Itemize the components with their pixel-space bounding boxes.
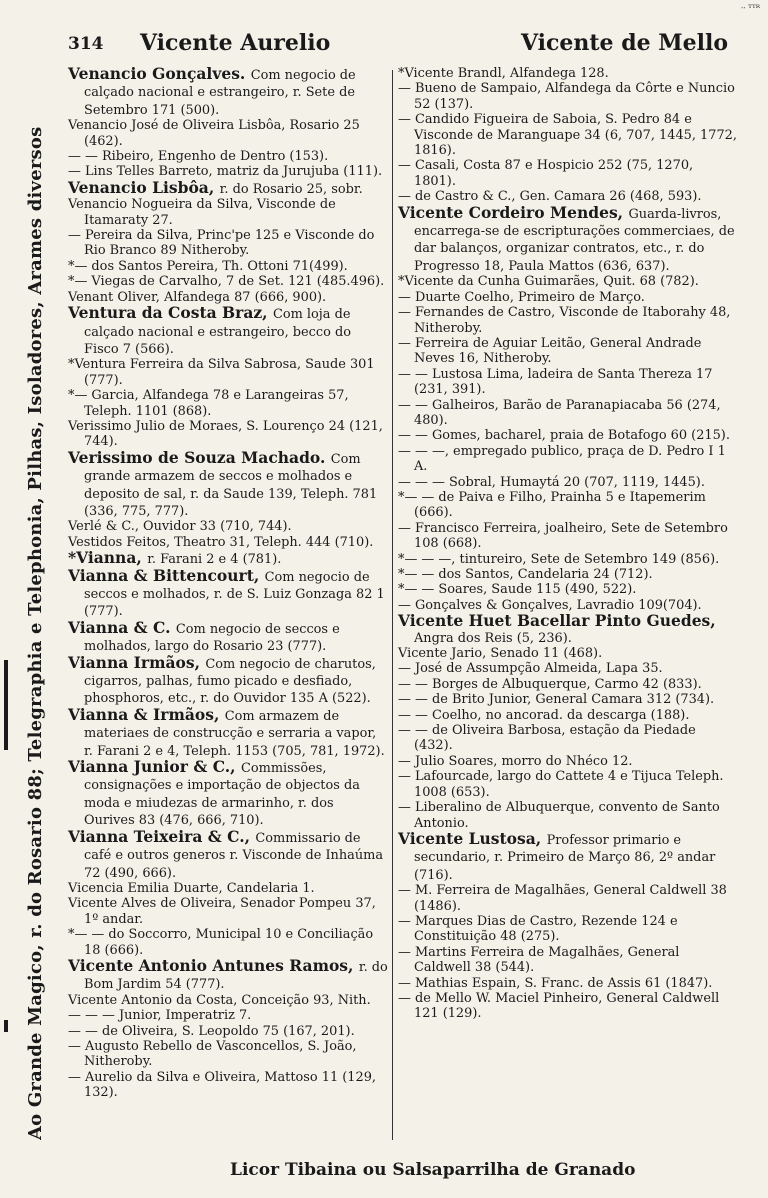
entry-text: Commissario de café e outros generos r. Visconde de Inhaúma 72 (490, 666). — [84, 830, 384, 881]
entry-text: — — Coelho, no ancorad. da descarga (188). — [398, 707, 690, 723]
directory-entry — [68, 1024, 388, 1039]
entry-text: *— — do Soccorro, Municipal 10 e Conciliação 18 (666). — [68, 927, 374, 958]
directory-entry — [398, 66, 738, 81]
entry-text: — Bueno de Sampaio, Alfandega da Côrte e Nuncio 52 (137). — [398, 81, 735, 112]
column-divider — [392, 70, 393, 1140]
entry-text: *— Viegas de Carvalho, 7 de Set. 121 (485.496). — [68, 274, 385, 290]
entry-text: — Liberalino de Albuquerque, convento de Santo Antonio. — [398, 800, 720, 831]
entry-name: Vicente Lustosa, — [398, 828, 542, 848]
entry-text: — — — Sobral, Humaytá 20 (707, 1119, 1445). — [398, 474, 705, 490]
entry-text: Com loja de calçado nacional e estrangeiro, becco do Fisco 7 (566). — [84, 307, 351, 357]
entry-name: Ventura da Costa Braz, — [68, 303, 268, 323]
entry-name: Vianna & Irmãos, — [68, 704, 220, 724]
directory-entry — [68, 149, 388, 164]
header-left-guide-word: Vicente Aurelio — [140, 30, 331, 56]
entry-text: — Ferreira de Aguiar Leitão, General Andrade Neves 16, Nitheroby. — [398, 335, 702, 367]
entry-text: *— dos Santos Pereira, Th. Ottoni 71(499). — [68, 258, 348, 274]
binding-mark-lower — [4, 1020, 8, 1032]
entry-text: — Gonçalves & Gonçalves, Lavradio 109(704). — [398, 597, 702, 613]
entry-text: — de Mello W. Maciel Pinheiro, General Caldwell 121 (129). — [398, 990, 720, 1022]
entry-text: — Aurelio da Silva e Oliveira, Mattoso 11 (129, 132). — [68, 1069, 376, 1101]
directory-entry — [398, 81, 738, 112]
entry-text: — — Gomes, bacharel, praia de Botafogo 60 (215). — [398, 428, 730, 444]
directory-entry — [398, 800, 738, 831]
directory-entry — [398, 613, 738, 646]
entry-text: — Lafourcade, largo do Cattete 4 e Tijuca Teleph. 1008 (653). — [398, 769, 724, 800]
entry-text: Com negocio de charutos, cigarros, palhas, fumo picado e desfiado, phosphoros, etc., r. do Ouvidor 135 A (522). — [84, 656, 376, 707]
entry-name: *Vianna, — [68, 548, 142, 568]
directory-entry — [68, 1039, 388, 1070]
directory-entry — [68, 704, 388, 759]
entry-text: Com negocio de calçado nacional e estrangeiro, r. Sete de Setembro 171 (500). — [84, 68, 356, 118]
entry-name: Vianna & C. — [68, 617, 171, 637]
entry-text: Angra dos Reis (5, 236). — [414, 630, 572, 646]
entry-text: — Fernandes de Castro, Visconde de Itaborahy 48, Nitheroby. — [398, 305, 731, 336]
entry-text: *— — dos Santos, Candelaria 24 (712). — [398, 567, 653, 582]
entry-text: Venancio José de Oliveira Lisbôa, Rosario 25 (462). — [68, 118, 360, 149]
entry-text: Vicente Jario, Senado 11 (468). — [398, 646, 603, 662]
directory-entry — [398, 398, 738, 429]
entry-text: — — Borges de Albuquerque, Carmo 42 (833). — [398, 676, 702, 692]
directory-entry — [68, 447, 388, 520]
entry-text: — José de Assumpção Almeida, Lapa 35. — [398, 661, 663, 677]
entry-text: — — Lustosa Lima, ladeira de Santa Thereza 17 (231, 391). — [398, 366, 713, 398]
directory-entry — [68, 66, 388, 118]
entry-text: — Casali, Costa 87 e Hospicio 252 (75, 1270, 1801). — [398, 158, 694, 189]
directory-entry — [398, 677, 738, 692]
directory-entry — [68, 419, 388, 450]
entry-text: *Vicente Brandl, Alfandega 128. — [398, 66, 609, 81]
entry-text: r. do Bom Jardim 54 (777). — [84, 959, 388, 993]
directory-entry — [68, 759, 388, 829]
header-right-guide-word: Vicente de Mello — [520, 30, 728, 56]
directory-entry — [68, 305, 388, 357]
directory-entry — [68, 519, 388, 534]
entry-text: Com armazem de materiaes de construcção e serraria a vapor, r. Farani 2 e 4, Teleph. 1153 (705, 781, 1972). — [84, 708, 385, 759]
entry-text: — — de Oliveira Barbosa, estação da Piedade (432). — [398, 723, 696, 754]
entry-text: — — Galheiros, Barão de Paranapiacaba 56 (274, 480). — [398, 397, 721, 428]
directory-entry — [398, 914, 738, 945]
entry-text: — — Ribeiro, Engenho de Dentro (153). — [68, 149, 329, 165]
entry-name: Vicente Antonio Antunes Ramos, — [68, 955, 354, 975]
directory-entry — [398, 367, 738, 398]
directory-entry — [68, 955, 388, 993]
directory-entry — [68, 826, 388, 881]
entry-name: Vicente Cordeiro Mendes, — [398, 202, 624, 222]
entry-text: — Martins Ferreira de Magalhães, General Caldwell 38 (544). — [398, 944, 680, 976]
directory-entry — [398, 158, 738, 189]
entry-name: Venancio Lisbôa, — [68, 177, 215, 197]
directory-entry — [398, 883, 738, 914]
directory-entry — [68, 881, 388, 896]
directory-entry — [398, 490, 738, 521]
directory-entry — [398, 336, 738, 367]
entry-text: — Mathias Espain, S. Franc. de Assis 61 (1847). — [398, 975, 713, 991]
entry-name: Venancio Gonçalves. — [68, 64, 246, 83]
entry-text: — — de Brito Junior, General Camara 312 (734). — [398, 692, 715, 708]
directory-entry — [398, 428, 738, 443]
directory-entry — [398, 991, 738, 1022]
entry-text: — — de Oliveira, S. Leopoldo 75 (167, 201). — [68, 1023, 355, 1039]
entry-name: Vicente Huet Bacellar Pinto Guedes, — [398, 611, 716, 631]
entry-text: Verissimo Julio de Moraes, S. Lourenço 24 (121, 744). — [68, 418, 383, 450]
entry-text: — Lins Telles Barreto, matriz da Jurujuba (111). — [68, 164, 383, 180]
entry-text: Vestidos Feitos, Theatro 31, Teleph. 444 (710). — [68, 534, 374, 550]
directory-entry — [398, 521, 738, 552]
directory-entry — [68, 565, 388, 620]
directory-entry — [398, 202, 738, 275]
entry-text: Commissões, consignações e importação de objectos da moda e miudezas de armarinho, r. dos Ourives 83 (476, 666, 710). — [84, 761, 360, 829]
directory-entry — [398, 661, 738, 676]
binding-mark — [4, 660, 8, 750]
entry-text: Venancio Nogueira da Silva, Visconde de Itamaraty 27. — [68, 197, 336, 228]
directory-entry — [68, 927, 388, 958]
entry-name: Vianna Junior & C., — [68, 757, 236, 777]
entry-text: *— Garcia, Alfandega 78 e Larangeiras 57, Teleph. 1101 (868). — [68, 388, 349, 419]
right-column — [398, 66, 738, 1022]
directory-entry — [398, 976, 738, 991]
directory-entry — [68, 197, 388, 228]
entry-text: Guarda-livros, encarrega-se de escripturações commerciaes, de dar balanços, organizar contratos, etc., r. do Progresso 18, Paula Mattos (636, 637). — [414, 206, 735, 274]
directory-entry — [398, 723, 738, 754]
directory-entry — [68, 274, 388, 289]
directory-entry — [68, 896, 388, 927]
directory-entry — [68, 259, 388, 274]
entry-text: — Pereira da Silva, Princ'pe 125 e Visconde do Rio Branco 89 Nitheroby. — [68, 228, 375, 259]
directory-entry — [398, 567, 738, 582]
vertical-advertisement — [22, 60, 50, 1140]
vertical-advertisement-text: Ao Grande Magico, r. do Rosario 88; Telegraphia e Telephonia, Pilhas, Isoladores, Arames diversos — [25, 126, 46, 1140]
entry-text: Com grande armazem de seccos e molhados e deposito de sal, r. da Saude 139, Teleph. 781 (336, 775, 777). — [84, 451, 378, 519]
entry-text: — — — Junior, Imperatriz 7. — [68, 1008, 252, 1024]
entry-name: Vianna & Bittencourt, — [68, 565, 260, 585]
directory-entry — [68, 357, 388, 388]
entry-text: *— — —, tintureiro, Sete de Setembro 149 (856). — [398, 551, 720, 567]
footer-advertisement: Licor Tibaina ou Salsaparrilha de Granado — [230, 1160, 636, 1180]
entry-text: Vicencia Emilia Duarte, Candelaria 1. — [68, 880, 315, 896]
directory-entry — [68, 388, 388, 419]
directory-entry — [398, 475, 738, 490]
entry-text: r. do Rosario 25, sobr. — [219, 181, 363, 197]
entry-text: Venant Oliver, Alfandega 87 (666, 900). — [68, 289, 327, 305]
entry-text: Verlé & C., Ouvidor 33 (710, 744). — [68, 519, 292, 535]
directory-entry — [68, 1070, 388, 1101]
directory-entry — [398, 708, 738, 723]
entry-text: *— — Soares, Saude 115 (490, 522). — [398, 582, 637, 598]
directory-entry — [398, 692, 738, 707]
directory-entry — [398, 754, 738, 769]
entry-text: — Augusto Rebello de Vasconcellos, S. João, Nitheroby. — [68, 1038, 357, 1070]
entry-name: Vianna Teixeira & C., — [68, 826, 251, 846]
entry-text: — M. Ferreira de Magalhães, General Caldwell 38 (1486). — [398, 883, 727, 914]
entry-text: *Ventura Ferreira da Silva Sabrosa, Saude 301 (777). — [68, 357, 375, 388]
entry-text: — Candido Figueira de Saboia, S. Pedro 84 e Visconde de Maranguape 34 (6, 707, 1445, 1772, 1816). — [398, 112, 737, 159]
directory-entry — [68, 1008, 388, 1023]
entry-text: — de Castro & C., Gen. Camara 26 (468, 593). — [398, 189, 702, 205]
directory-entry — [398, 582, 738, 597]
directory-entry — [398, 305, 738, 336]
directory-entry — [398, 552, 738, 567]
page-header — [68, 30, 728, 62]
entry-name: Verissimo de Souza Machado. — [68, 447, 326, 467]
entry-text: — Duarte Coelho, Primeiro de Março. — [398, 289, 645, 305]
entry-text: *— — de Paiva e Filho, Prainha 5 e Itapemerim (666). — [398, 489, 706, 521]
entry-text: — Julio Soares, morro do Nhéco 12. — [398, 753, 633, 769]
directory-entry — [398, 444, 738, 475]
entry-text: — Marques Dias de Castro, Rezende 124 e Constituição 48 (275). — [398, 913, 678, 945]
directory-entry — [398, 945, 738, 976]
entry-text: Vicente Antonio da Costa, Conceição 93, Nith. — [68, 992, 371, 1008]
directory-entry — [398, 112, 738, 158]
page-number: 314 — [68, 34, 104, 54]
entry-text: Vicente Alves de Oliveira, Senador Pompeu 37, 1º andar. — [68, 896, 376, 927]
directory-entry — [68, 617, 388, 655]
directory-entry — [68, 177, 388, 197]
entry-text: — — —, empregado publico, praça de D. Pedro I 1 A. — [398, 443, 726, 475]
directory-entry — [398, 290, 738, 305]
directory-entry — [398, 646, 738, 661]
corner-noise: ᐧᐧ ᵀᵀᴿ — [740, 4, 760, 14]
directory-entry — [68, 993, 388, 1008]
directory-entry — [398, 828, 738, 883]
directory-entry — [68, 228, 388, 259]
entry-name: Vianna Irmãos, — [68, 652, 200, 672]
directory-entry — [398, 769, 738, 800]
entry-text: r. Farani 2 e 4 (781). — [147, 552, 282, 568]
entry-text: Com negocio de seccos e molhados, r. de S. Luiz Gonzaga 82 1 (777). — [84, 569, 385, 620]
directory-entry — [68, 652, 388, 707]
entry-text: *Vicente da Cunha Guimarães, Quit. 68 (782). — [398, 274, 699, 290]
directory-entry — [68, 118, 388, 149]
entry-text: — Francisco Ferreira, joalheiro, Sete de Setembro 108 (668). — [398, 520, 728, 552]
directory-entry — [398, 274, 738, 289]
entry-text: Com negocio de seccos e molhados, largo do Rosario 23 (777). — [84, 621, 340, 655]
entry-text: Professor primario e secundario, r. Primeiro de Março 86, 2º andar (716). — [414, 832, 716, 883]
left-column — [68, 66, 388, 1101]
